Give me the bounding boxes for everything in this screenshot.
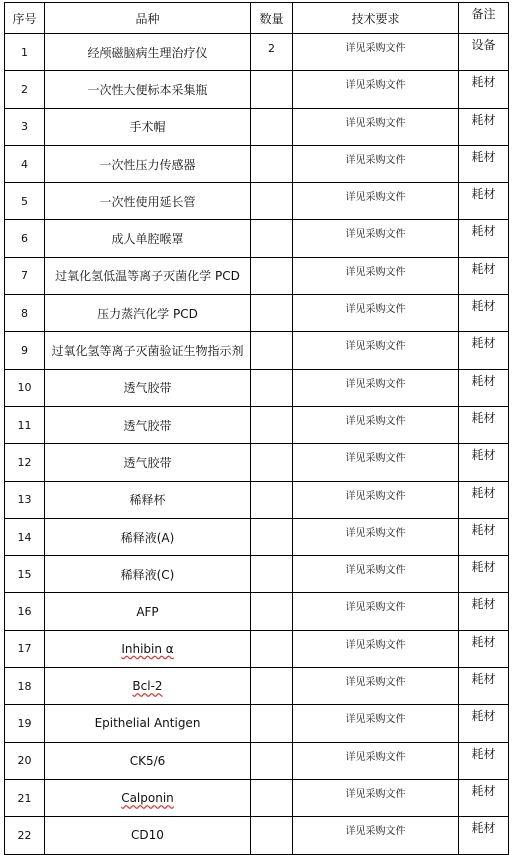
item-quantity (251, 593, 293, 630)
item-name (45, 34, 251, 71)
item-note-text: 耗材 (471, 783, 496, 798)
item-name (45, 518, 251, 555)
table-row (5, 257, 509, 294)
item-requirement-text: 详见采购文件 (345, 826, 406, 838)
item-requirement (293, 742, 459, 779)
table-row (5, 145, 509, 182)
item-name (45, 481, 251, 518)
item-name-text: 稀释液(A) (120, 530, 175, 545)
row-number-text: 6 (21, 232, 28, 246)
item-name-text: CK5/6 (129, 753, 166, 768)
table-row (5, 556, 509, 593)
item-note-text: 耗材 (471, 187, 496, 202)
item-requirement-text: 详见采购文件 (345, 266, 406, 278)
item-quantity (251, 145, 293, 182)
item-note (459, 668, 509, 705)
item-quantity (251, 34, 293, 71)
row-number (5, 220, 45, 257)
header-no: 序号 (5, 3, 45, 34)
item-requirement (293, 593, 459, 630)
item-name-text: 透气胶带 (123, 381, 172, 396)
item-name-text: 透气胶带 (123, 455, 172, 470)
table-body (5, 34, 509, 855)
item-requirement (293, 108, 459, 145)
item-requirement (293, 220, 459, 257)
item-requirement (293, 779, 459, 816)
row-number (5, 257, 45, 294)
item-name-text: 压力蒸汽化学 PCD (97, 306, 198, 321)
row-number (5, 444, 45, 481)
item-quantity (251, 444, 293, 481)
item-note (459, 34, 509, 71)
item-note (459, 220, 509, 257)
item-name (45, 742, 251, 779)
item-quantity (251, 332, 293, 369)
item-name (45, 183, 251, 220)
item-name-text: AFP (136, 604, 159, 619)
row-number-text: 16 (17, 605, 32, 619)
row-number-text: 15 (17, 567, 32, 581)
table-row (5, 518, 509, 555)
item-note (459, 444, 509, 481)
item-quantity (251, 108, 293, 145)
row-number-text: 19 (17, 716, 32, 730)
procurement-table (4, 2, 509, 855)
row-number (5, 668, 45, 705)
table-row (5, 295, 509, 332)
item-requirement-text: 详见采购文件 (345, 639, 406, 651)
row-number-text: 14 (17, 530, 32, 544)
item-name-text: 透气胶带 (123, 418, 172, 433)
item-requirement-text: 详见采购文件 (345, 490, 406, 502)
item-name-text: 经颅磁脑病生理治疗仪 (87, 45, 208, 60)
item-name-text: 过氧化氢等离子灭菌验证生物指示剂 (51, 344, 244, 359)
item-requirement (293, 668, 459, 705)
item-requirement (293, 183, 459, 220)
row-number (5, 332, 45, 369)
table-row (5, 332, 509, 369)
item-note (459, 742, 509, 779)
row-number-text: 22 (17, 828, 32, 842)
item-note (459, 71, 509, 108)
item-note (459, 369, 509, 406)
item-note-text: 耗材 (471, 485, 496, 500)
item-name (45, 668, 251, 705)
item-quantity-text: 2 (268, 42, 275, 55)
item-name-text: 手术帽 (129, 120, 166, 135)
table-header-row (5, 3, 509, 34)
item-note-text: 耗材 (471, 373, 496, 388)
item-requirement (293, 556, 459, 593)
row-number (5, 630, 45, 667)
item-requirement (293, 34, 459, 71)
item-name (45, 257, 251, 294)
row-number (5, 518, 45, 555)
item-name-text: 稀释液(C) (120, 567, 175, 582)
row-number-text: 12 (17, 455, 32, 469)
item-note-text: 设备 (471, 38, 496, 52)
item-requirement-text: 详见采购文件 (345, 453, 406, 465)
item-name-text: Bcl-2 (132, 679, 163, 694)
item-note-text: 耗材 (471, 336, 496, 351)
row-number (5, 183, 45, 220)
item-quantity (251, 779, 293, 816)
item-requirement-text: 详见采购文件 (345, 378, 406, 390)
item-note-text: 耗材 (471, 746, 496, 761)
row-number-text: 4 (21, 157, 28, 171)
item-note-text: 耗材 (471, 410, 496, 425)
table-row (5, 593, 509, 630)
item-name-text: 一次性压力传感器 (99, 157, 196, 172)
item-requirement-text: 详见采购文件 (345, 341, 406, 353)
row-number-text: 21 (17, 791, 32, 805)
item-requirement (293, 406, 459, 443)
item-name (45, 705, 251, 742)
item-requirement-text: 详见采购文件 (345, 788, 406, 800)
item-quantity (251, 406, 293, 443)
item-note (459, 183, 509, 220)
item-name (45, 145, 251, 182)
item-name-text: 稀释杯 (129, 493, 166, 508)
item-note (459, 481, 509, 518)
item-note (459, 630, 509, 667)
item-requirement (293, 817, 459, 854)
item-note-text: 耗材 (471, 522, 496, 537)
item-name-text: 成人单腔喉罩 (111, 232, 184, 247)
row-number (5, 817, 45, 854)
item-requirement (293, 630, 459, 667)
item-requirement-text: 详见采购文件 (345, 527, 406, 539)
item-note (459, 145, 509, 182)
item-name (45, 779, 251, 816)
item-note-text: 耗材 (471, 597, 496, 612)
item-requirement (293, 332, 459, 369)
item-quantity (251, 295, 293, 332)
item-name-text: 过氧化氢低温等离子灭菌化学 PCD (55, 269, 240, 284)
item-requirement (293, 518, 459, 555)
item-note-text: 耗材 (471, 672, 496, 687)
item-name (45, 220, 251, 257)
item-name-text: 一次性大便标本采集瓶 (87, 82, 208, 97)
item-requirement (293, 369, 459, 406)
item-requirement-text: 详见采购文件 (345, 714, 406, 726)
item-quantity (251, 705, 293, 742)
row-number-text: 17 (17, 642, 32, 656)
header-qty: 数量 (251, 3, 293, 34)
header-req: 技术要求 (293, 3, 459, 34)
table-row (5, 668, 509, 705)
item-note-text: 耗材 (471, 149, 496, 164)
row-number-text: 18 (17, 679, 32, 693)
table-row (5, 406, 509, 443)
item-note-text: 耗材 (471, 299, 496, 314)
row-number-text: 7 (21, 269, 28, 283)
item-quantity (251, 518, 293, 555)
item-quantity (251, 817, 293, 854)
item-note-text: 耗材 (471, 75, 496, 90)
item-requirement-text: 详见采购文件 (345, 602, 406, 614)
table-row (5, 220, 509, 257)
row-number (5, 556, 45, 593)
item-name (45, 630, 251, 667)
item-note-text: 耗材 (471, 560, 496, 575)
item-requirement (293, 295, 459, 332)
row-number (5, 108, 45, 145)
item-note-text: 耗材 (471, 448, 496, 463)
item-note (459, 406, 509, 443)
item-requirement (293, 481, 459, 518)
item-requirement-text: 详见采购文件 (345, 229, 406, 241)
table-row (5, 369, 509, 406)
row-number (5, 742, 45, 779)
item-note (459, 593, 509, 630)
item-quantity (251, 183, 293, 220)
row-number (5, 369, 45, 406)
item-name (45, 556, 251, 593)
item-requirement (293, 257, 459, 294)
row-number (5, 593, 45, 630)
row-number-text: 13 (17, 493, 32, 507)
row-number (5, 34, 45, 71)
header-note: 备注 (459, 3, 509, 34)
table-row (5, 34, 509, 71)
item-requirement-text: 详见采购文件 (345, 117, 406, 129)
row-number-text: 11 (17, 418, 32, 432)
item-name (45, 108, 251, 145)
row-number-text: 5 (21, 194, 28, 208)
item-name-text: CD10 (131, 828, 164, 843)
item-name (45, 71, 251, 108)
table-row (5, 742, 509, 779)
item-note (459, 108, 509, 145)
item-quantity (251, 668, 293, 705)
item-requirement (293, 145, 459, 182)
table-row (5, 779, 509, 816)
row-number (5, 406, 45, 443)
item-note (459, 779, 509, 816)
item-note-text: 耗材 (471, 261, 496, 276)
row-number-text: 2 (21, 82, 28, 96)
item-quantity (251, 630, 293, 667)
item-note (459, 257, 509, 294)
item-name (45, 406, 251, 443)
item-note-text: 耗材 (471, 821, 496, 836)
item-name (45, 332, 251, 369)
row-number-text: 20 (17, 754, 32, 768)
row-number (5, 779, 45, 816)
row-number-text: 8 (21, 306, 28, 320)
row-number-text: 9 (21, 344, 28, 358)
item-quantity (251, 556, 293, 593)
row-number (5, 295, 45, 332)
row-number (5, 71, 45, 108)
item-requirement-text: 详见采购文件 (345, 304, 406, 316)
item-name (45, 444, 251, 481)
item-quantity (251, 71, 293, 108)
item-requirement-text: 详见采购文件 (345, 192, 406, 204)
item-note-text: 耗材 (471, 634, 496, 649)
item-requirement-text: 详见采购文件 (345, 415, 406, 427)
item-requirement-text: 详见采购文件 (345, 154, 406, 166)
item-quantity (251, 369, 293, 406)
row-number-text: 3 (21, 120, 28, 134)
item-requirement-text: 详见采购文件 (345, 43, 406, 54)
item-note (459, 705, 509, 742)
item-note (459, 295, 509, 332)
row-number (5, 145, 45, 182)
item-name-text: Epithelial Antigen (94, 716, 201, 731)
table-row (5, 817, 509, 854)
item-requirement-text: 详见采购文件 (345, 565, 406, 577)
item-quantity (251, 220, 293, 257)
table-row (5, 71, 509, 108)
item-name (45, 817, 251, 854)
item-note (459, 817, 509, 854)
item-name (45, 593, 251, 630)
item-name (45, 295, 251, 332)
table-row (5, 183, 509, 220)
item-name-text: Inhibin α (121, 641, 174, 656)
table-row (5, 705, 509, 742)
item-note (459, 332, 509, 369)
item-note (459, 518, 509, 555)
item-name-text: 一次性使用延长管 (99, 194, 196, 209)
item-requirement (293, 705, 459, 742)
item-note-text: 耗材 (471, 112, 496, 127)
item-requirement-text: 详见采购文件 (345, 677, 406, 689)
row-number-text: 10 (17, 381, 32, 395)
table-row (5, 108, 509, 145)
item-note (459, 556, 509, 593)
item-requirement-text: 详见采购文件 (345, 80, 406, 92)
item-name (45, 369, 251, 406)
table-row (5, 481, 509, 518)
row-number-text: 1 (21, 45, 28, 59)
item-quantity (251, 742, 293, 779)
item-note-text: 耗材 (471, 709, 496, 724)
table-row (5, 444, 509, 481)
item-note-text: 耗材 (471, 224, 496, 239)
item-quantity (251, 257, 293, 294)
row-number (5, 481, 45, 518)
item-name-text: Calponin (121, 791, 174, 806)
item-quantity (251, 481, 293, 518)
item-requirement-text: 详见采购文件 (345, 751, 406, 763)
header-name: 品种 (45, 3, 251, 34)
row-number (5, 705, 45, 742)
item-requirement (293, 444, 459, 481)
item-requirement (293, 71, 459, 108)
table-row (5, 630, 509, 667)
